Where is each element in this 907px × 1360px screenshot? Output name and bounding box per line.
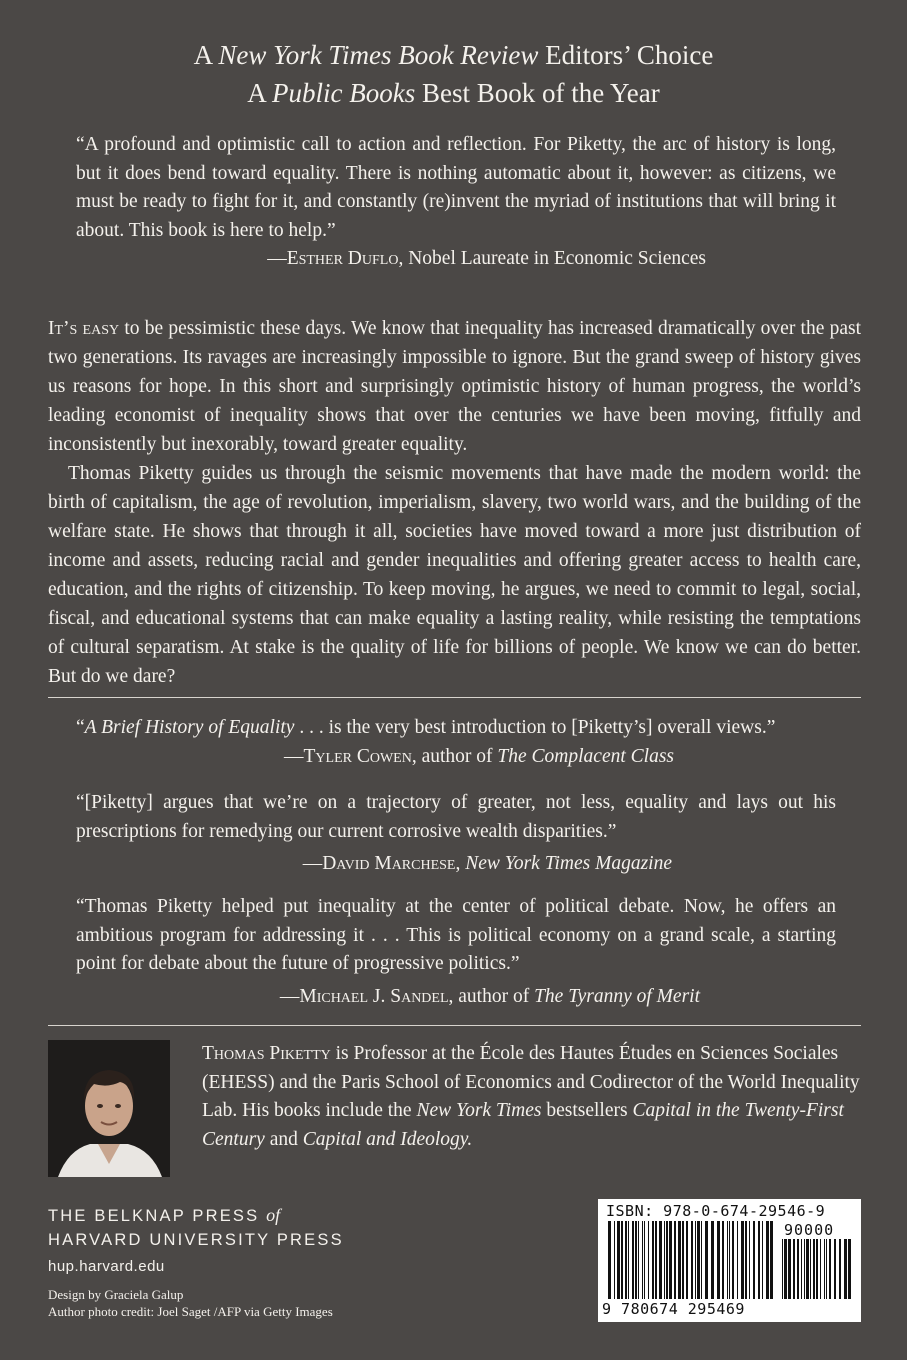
barcode-bar	[758, 1221, 760, 1299]
review-attribution: —David Marchese, New York Times Magazine	[302, 853, 672, 874]
barcode-bar	[741, 1221, 744, 1299]
barcode-bar	[664, 1221, 665, 1299]
barcode-bar	[848, 1239, 851, 1299]
barcode-bar	[824, 1239, 825, 1299]
barcode-bar	[669, 1221, 672, 1299]
barcode-bar	[625, 1221, 627, 1299]
barcode-bar	[749, 1221, 750, 1299]
barcode-bar	[691, 1221, 693, 1299]
isbn-label: ISBN: 978-0-674-29546-9	[606, 1202, 826, 1220]
barcode-bar	[745, 1221, 747, 1299]
barcode-bar	[804, 1239, 805, 1299]
barcode-bar	[801, 1239, 802, 1299]
barcode-bar	[834, 1239, 836, 1299]
author-portrait-image	[48, 1040, 170, 1177]
credits	[48, 1286, 333, 1320]
barcode-bar	[753, 1221, 755, 1299]
endorsement-duflo	[76, 131, 836, 274]
barcode-bar	[628, 1221, 629, 1299]
accolades	[0, 36, 907, 112]
barcode-bar	[617, 1221, 620, 1299]
barcode-bar	[788, 1239, 791, 1299]
barcode-bar	[638, 1221, 639, 1299]
barcode-bar	[642, 1221, 643, 1299]
barcode-bar	[697, 1221, 700, 1299]
review-cowen	[76, 714, 836, 771]
barcode-bar	[621, 1221, 623, 1299]
barcode-bar	[632, 1221, 634, 1299]
barcode-bar	[648, 1221, 649, 1299]
barcode-bar	[810, 1239, 811, 1299]
barcode-bar	[816, 1239, 818, 1299]
barcode-bar	[701, 1221, 702, 1299]
barcode-bar	[727, 1221, 728, 1299]
publisher-line-2: HARVARD UNIVERSITY PRESS	[48, 1231, 344, 1249]
barcode-bar	[829, 1239, 831, 1299]
barcode-bar	[666, 1221, 668, 1299]
barcode-bar	[797, 1239, 799, 1299]
barcode-bar	[635, 1221, 637, 1299]
barcode-bar	[762, 1221, 763, 1299]
review-attribution: —Tyler Cowen, author of The Complacent Class	[284, 745, 674, 767]
isbn-barcode	[598, 1199, 861, 1322]
barcode-bar	[608, 1221, 611, 1299]
review-text: “Thomas Piketty helped put inequality at the center of political debate. Now, he offers an ambitious program for addressing it . . . This is political economy on a grand scale, a starting point for debate about the future of progressive politics.”	[76, 896, 836, 974]
barcode-bar	[655, 1221, 657, 1299]
barcode-bar	[678, 1221, 681, 1299]
author-photo	[48, 1040, 170, 1177]
barcode-bar	[722, 1221, 724, 1299]
divider-top	[48, 697, 861, 698]
barcode-bar	[813, 1239, 815, 1299]
barcode-bar	[826, 1239, 827, 1299]
description-paragraph-1: It’s easy to be pessimistic these days. We know that inequality has increased dramatically over the past two generations. Its ravages are increasingly impossible to ignore. But the grand sweep of history gives us reasons for hope. In this short and surprisingly optimistic history of human progress, the world’s leading economist of inequality shows that over the centuries we have been moving, fitfully and inconsistently but inexorably, toward greater equality.	[48, 318, 861, 455]
barcode-bar	[770, 1221, 773, 1299]
barcode-bar	[737, 1221, 738, 1299]
review-attribution: —Michael J. Sandel, author of The Tyranny of Merit	[279, 985, 700, 1007]
barcode-bar	[729, 1221, 730, 1299]
barcode-bar	[686, 1221, 688, 1299]
barcode-bar	[705, 1221, 708, 1299]
design-credit: Design by Graciela Galup	[48, 1287, 184, 1302]
photo-credit: Author photo credit: Joel Saget /AFP via Getty Images	[48, 1304, 333, 1319]
price-code: 90000	[784, 1221, 835, 1239]
review-sandel	[76, 893, 836, 1011]
author-name: Thomas Piketty	[202, 1043, 331, 1064]
barcode-bar	[806, 1239, 809, 1299]
publisher-website[interactable]: hup.harvard.edu	[48, 1258, 165, 1275]
barcode-bar	[839, 1239, 841, 1299]
review-text: “[Piketty] argues that we’re on a trajectory of greater, not less, equality and lays out his prescriptions for remedying our current corrosive wealth disparities.”	[76, 792, 836, 842]
barcode-bar	[644, 1221, 645, 1299]
barcode-bar	[793, 1239, 795, 1299]
accolade-public-books: A Public Books Best Book of the Year	[247, 78, 660, 108]
barcode-bar	[659, 1221, 662, 1299]
barcode-bar	[711, 1221, 714, 1299]
barcode-bar	[766, 1221, 769, 1299]
description-paragraph-2: Thomas Piketty guides us through the seismic movements that have made the modern world: the birth of capitalism, the age of revolution, imperialism, slavery, two world wars, and the building of the welfare state. He shows that through it all, societies have moved toward a more just distribution of income and assets, reducing racial and gender inequalities and offering greater access to health care, education, and the rights of citizenship. To keep moving, he argues, we need to commit to legal, social, fiscal, and educational systems that can make equality a lasting reality, while resisting the temptations of cultural separatism. At stake is the quality of life for billions of people. We know we can do better. But do we dare?	[48, 463, 861, 687]
barcode-bar	[614, 1221, 615, 1299]
barcode-bar	[820, 1239, 821, 1299]
author-bio: Thomas Piketty is Professor at the École des Hautes Études en Sciences Sociales (EHESS) and the Paris School of Economics and Codirector of the World Inequality Lab. His books include the New York Times bestsellers Capital in the Twenty-First Century and Capital and Ideology.	[202, 1043, 860, 1150]
barcode-bar	[652, 1221, 654, 1299]
review-marchese	[76, 789, 836, 879]
endorsement-attribution: —Esther Duflo, Nobel Laureate in Economic Sciences	[267, 248, 706, 269]
accolade-nyt: A New York Times Book Review Editors’ Choice	[193, 40, 714, 70]
publisher-block	[48, 1203, 344, 1279]
barcode-bar	[682, 1221, 684, 1299]
ean-number: 9 780674 295469	[602, 1300, 745, 1318]
barcode-bar	[844, 1239, 847, 1299]
barcode-bar	[732, 1221, 734, 1299]
barcode-bar	[674, 1221, 676, 1299]
barcode-bar	[784, 1239, 787, 1299]
price-barcode-bars	[782, 1239, 852, 1299]
barcode-bar	[717, 1221, 720, 1299]
publisher-line-1: THE BELKNAP PRESS of	[48, 1205, 281, 1225]
endorsement-text: “A profound and optimistic call to action and reflection. For Piketty, the arc of history is long, but it does bend toward equality. There is nothing automatic about it, however: as citizens, we must be ready to fight for it, and constantly (re)invent the myriad of institutions that will bring it about. This book is here to help.”	[76, 134, 836, 241]
book-description	[48, 314, 861, 691]
barcode-bar	[695, 1221, 696, 1299]
ean-barcode-bars	[608, 1221, 773, 1299]
review-text: “A Brief History of Equality . . . is the very best introduction to [Piketty’s] overall views.”	[76, 717, 776, 738]
divider-bottom	[48, 1025, 861, 1026]
barcode-bar	[782, 1239, 783, 1299]
